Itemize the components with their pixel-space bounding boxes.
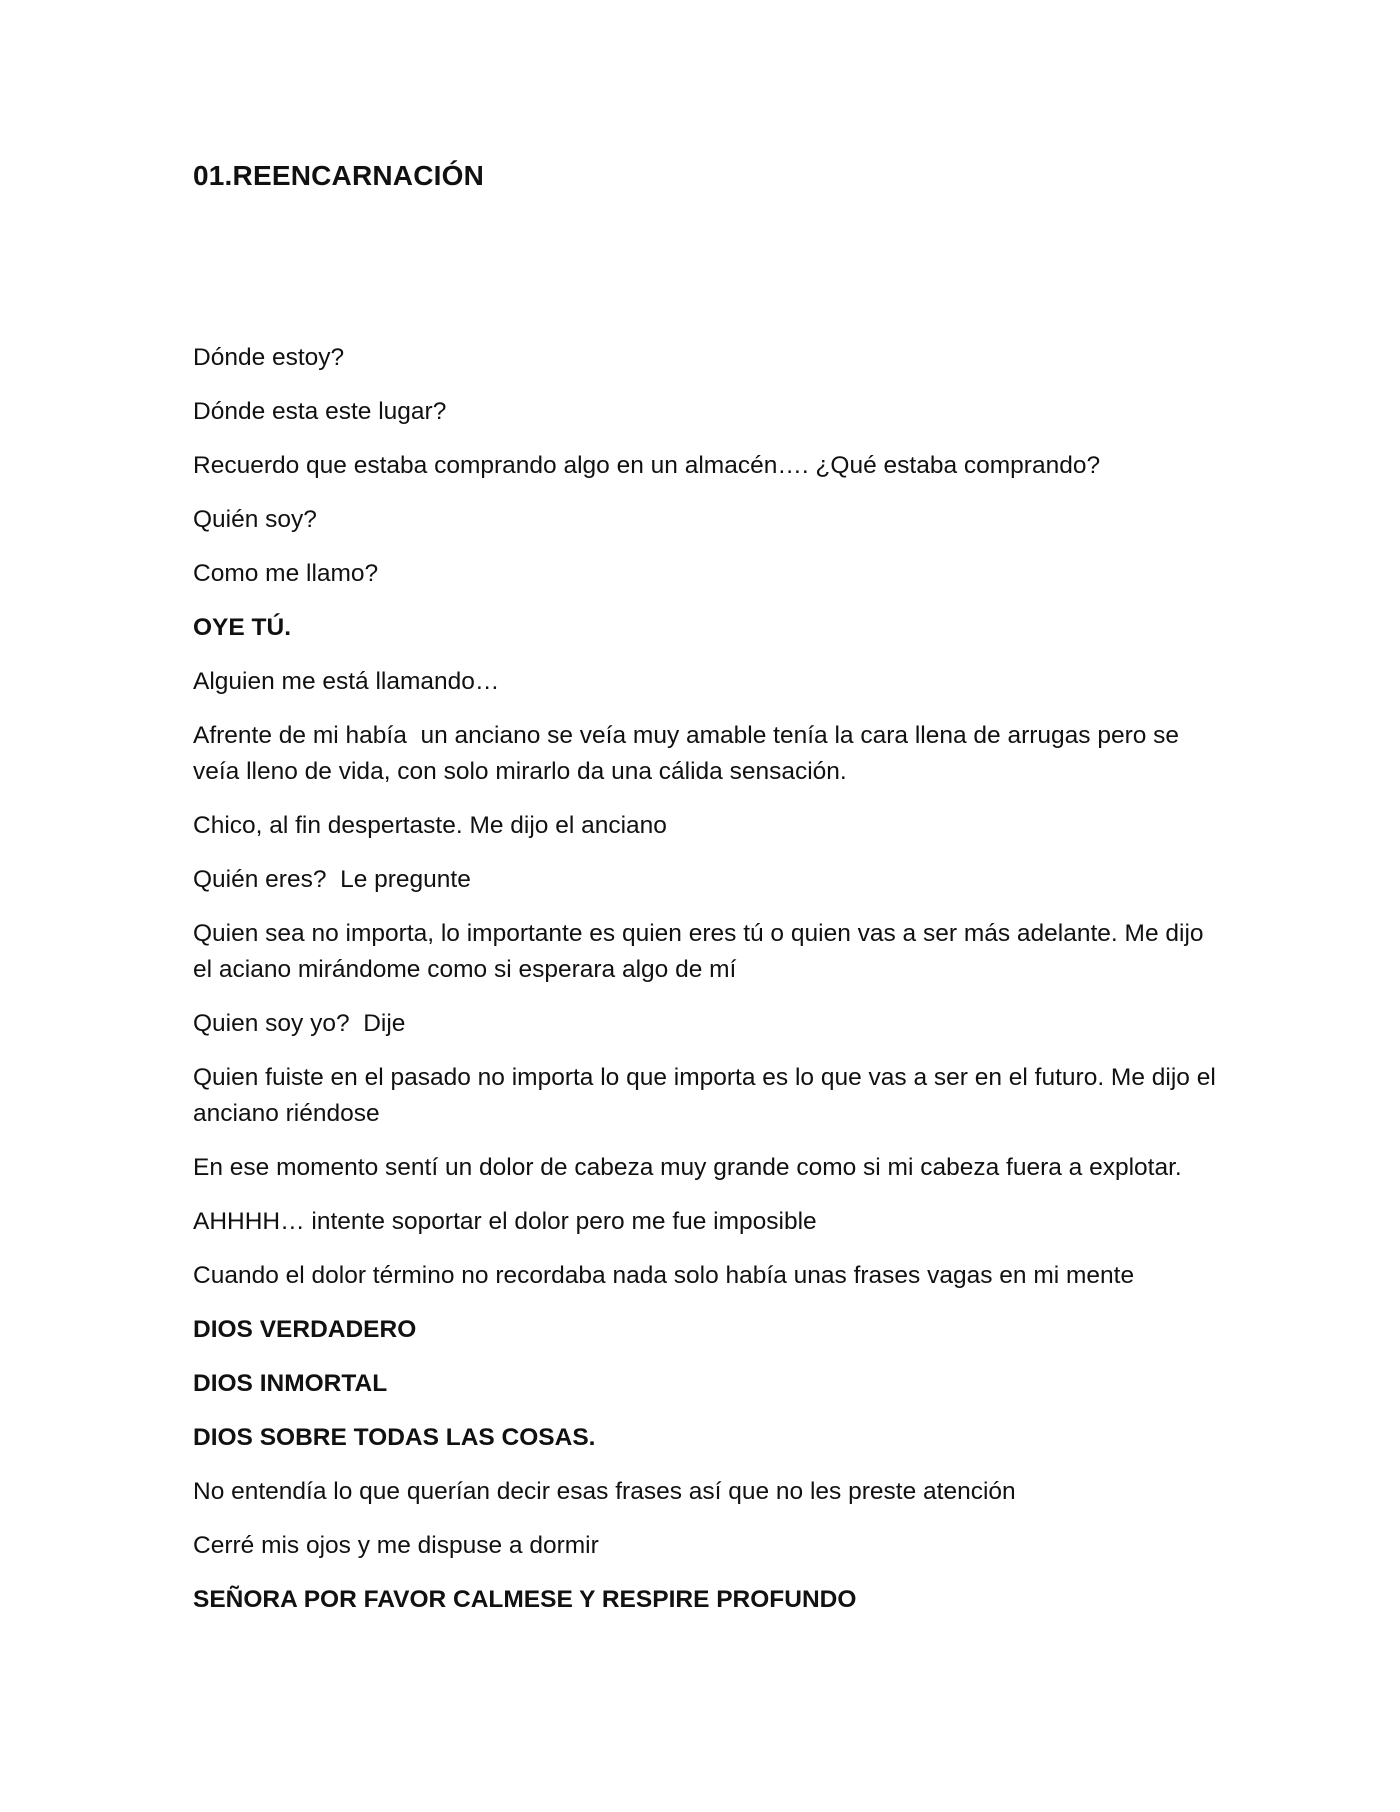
chapter-title: 01.REENCARNACIÓN [193, 160, 485, 191]
paragraph: DIOS SOBRE TODAS LAS COSAS. [193, 1424, 596, 1451]
paragraph: DIOS VERDADERO [193, 1316, 417, 1343]
paragraph: Quien soy yo? Dije [193, 1010, 406, 1037]
paragraph: AHHHH… intente soportar el dolor pero me fue imposible [193, 1208, 817, 1235]
document-body [193, 340, 1223, 1636]
paragraph: Dónde esta este lugar? [193, 398, 447, 425]
paragraph: Quién eres? Le pregunte [193, 866, 471, 893]
paragraph: OYE TÚ. [193, 614, 292, 641]
paragraph: En ese momento sentí un dolor de cabeza muy grande como si mi cabeza fuera a explotar. [193, 1154, 1182, 1181]
paragraph: Quién soy? [193, 506, 317, 533]
paragraph: Dónde estoy? [193, 344, 345, 371]
paragraph: Alguien me está llamando… [193, 668, 500, 695]
paragraph: DIOS INMORTAL [193, 1370, 388, 1397]
paragraph: Quien fuiste en el pasado no importa lo que importa es lo que vas a ser en el futuro. Me dijo el anciano riéndose [193, 1064, 1223, 1127]
paragraph: SEÑORA POR FAVOR CALMESE Y RESPIRE PROFUNDO [193, 1586, 857, 1613]
paragraph: No entendía lo que querían decir esas frases así que no les preste atención [193, 1478, 1016, 1505]
paragraph: Quien sea no importa, lo importante es quien eres tú o quien vas a ser más adelante. Me dijo el aciano mirándome como si esperara algo de mí [193, 920, 1211, 983]
paragraph: Como me llamo? [193, 560, 379, 587]
paragraph: Recuerdo que estaba comprando algo en un almacén…. ¿Qué estaba comprando? [193, 452, 1101, 479]
paragraph: Afrente de mi había un anciano se veía muy amable tenía la cara llena de arrugas pero se veía lleno de vida, con solo mirarlo da una cálida sensación. [193, 722, 1186, 785]
paragraph: Cuando el dolor término no recordaba nada solo había unas frases vagas en mi mente [193, 1262, 1135, 1289]
paragraph: Chico, al fin despertaste. Me dijo el anciano [193, 812, 667, 839]
paragraph: Cerré mis ojos y me dispuse a dormir [193, 1532, 599, 1559]
